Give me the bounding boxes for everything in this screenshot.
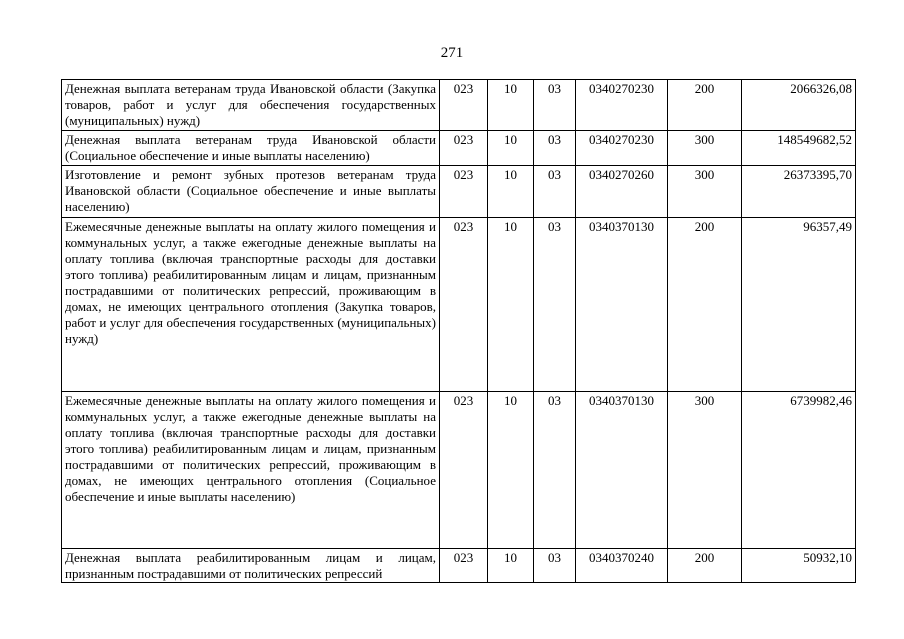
expense-type-cell: 200 xyxy=(668,80,742,131)
section-code-cell: 10 xyxy=(488,131,534,166)
ministry-code-cell: 023 xyxy=(440,80,488,131)
amount-cell: 50932,10 xyxy=(742,549,856,583)
subsection-code-cell: 03 xyxy=(534,166,576,218)
budget-table xyxy=(61,79,856,583)
row-name-cell: Изготовление и ремонт зубных протезов ветеранам труда Ивановской области (Социальное обеспечение и иные выплаты населению) xyxy=(62,166,440,218)
expense-type-cell: 200 xyxy=(668,218,742,392)
table-row xyxy=(62,166,856,218)
subsection-code-cell: 03 xyxy=(534,80,576,131)
table-row xyxy=(62,392,856,549)
expense-type-cell: 200 xyxy=(668,549,742,583)
ministry-code-cell: 023 xyxy=(440,549,488,583)
amount-cell: 2066326,08 xyxy=(742,80,856,131)
ministry-code-cell: 023 xyxy=(440,218,488,392)
table-row xyxy=(62,218,856,392)
row-name-cell: Денежная выплата ветеранам труда Ивановской области (Социальное обеспечение и иные выплаты населению) xyxy=(62,131,440,166)
table-row xyxy=(62,80,856,131)
table-row xyxy=(62,131,856,166)
table-row xyxy=(62,549,856,583)
page-number: 271 xyxy=(440,45,464,61)
subsection-code-cell: 03 xyxy=(534,131,576,166)
row-name-cell: Ежемесячные денежные выплаты на оплату жилого помещения и коммунальных услуг, а также ежегодные денежные выплаты на оплату топлива (включая транспортные расходы для доставки этого топлива) реабилитированным лицам и лицам, признанным пострадавшими от политических репрессий, проживающим в домах, не имеющих центрального отопления (Закупка товаров, работ и услуг для обеспечения государственных (муниципальных) нужд) xyxy=(62,218,440,392)
row-name-cell: Денежная выплата ветеранам труда Ивановской области (Закупка товаров, работ и услуг для обеспечения государственных (муниципальных) нужд) xyxy=(62,80,440,131)
ministry-code-cell: 023 xyxy=(440,392,488,549)
target-article-cell: 0340270230 xyxy=(576,80,668,131)
amount-cell: 96357,49 xyxy=(742,218,856,392)
subsection-code-cell: 03 xyxy=(534,549,576,583)
row-name-cell: Ежемесячные денежные выплаты на оплату жилого помещения и коммунальных услуг, а также ежегодные денежные выплаты на оплату топлива (включая транспортные расходы для доставки этого топлива) реабилитированным лицам и лицам, признанным пострадавшими от политических репрессий, проживающим в домах, не имеющих центрального отопления (Социальное обеспечение и иные выплаты населению) xyxy=(62,392,440,549)
amount-cell: 148549682,52 xyxy=(742,131,856,166)
expense-type-cell: 300 xyxy=(668,131,742,166)
ministry-code-cell: 023 xyxy=(440,166,488,218)
target-article-cell: 0340370130 xyxy=(576,392,668,549)
ministry-code-cell: 023 xyxy=(440,131,488,166)
target-article-cell: 0340370240 xyxy=(576,549,668,583)
amount-cell: 26373395,70 xyxy=(742,166,856,218)
expense-type-cell: 300 xyxy=(668,392,742,549)
row-name-cell: Денежная выплата реабилитированным лицам и лицам, признанным пострадавшими от политических репрессий xyxy=(62,549,440,583)
amount-cell: 6739982,46 xyxy=(742,392,856,549)
section-code-cell: 10 xyxy=(488,166,534,218)
section-code-cell: 10 xyxy=(488,80,534,131)
expense-type-cell: 300 xyxy=(668,166,742,218)
subsection-code-cell: 03 xyxy=(534,392,576,549)
target-article-cell: 0340370130 xyxy=(576,218,668,392)
section-code-cell: 10 xyxy=(488,392,534,549)
section-code-cell: 10 xyxy=(488,218,534,392)
target-article-cell: 0340270260 xyxy=(576,166,668,218)
section-code-cell: 10 xyxy=(488,549,534,583)
subsection-code-cell: 03 xyxy=(534,218,576,392)
target-article-cell: 0340270230 xyxy=(576,131,668,166)
